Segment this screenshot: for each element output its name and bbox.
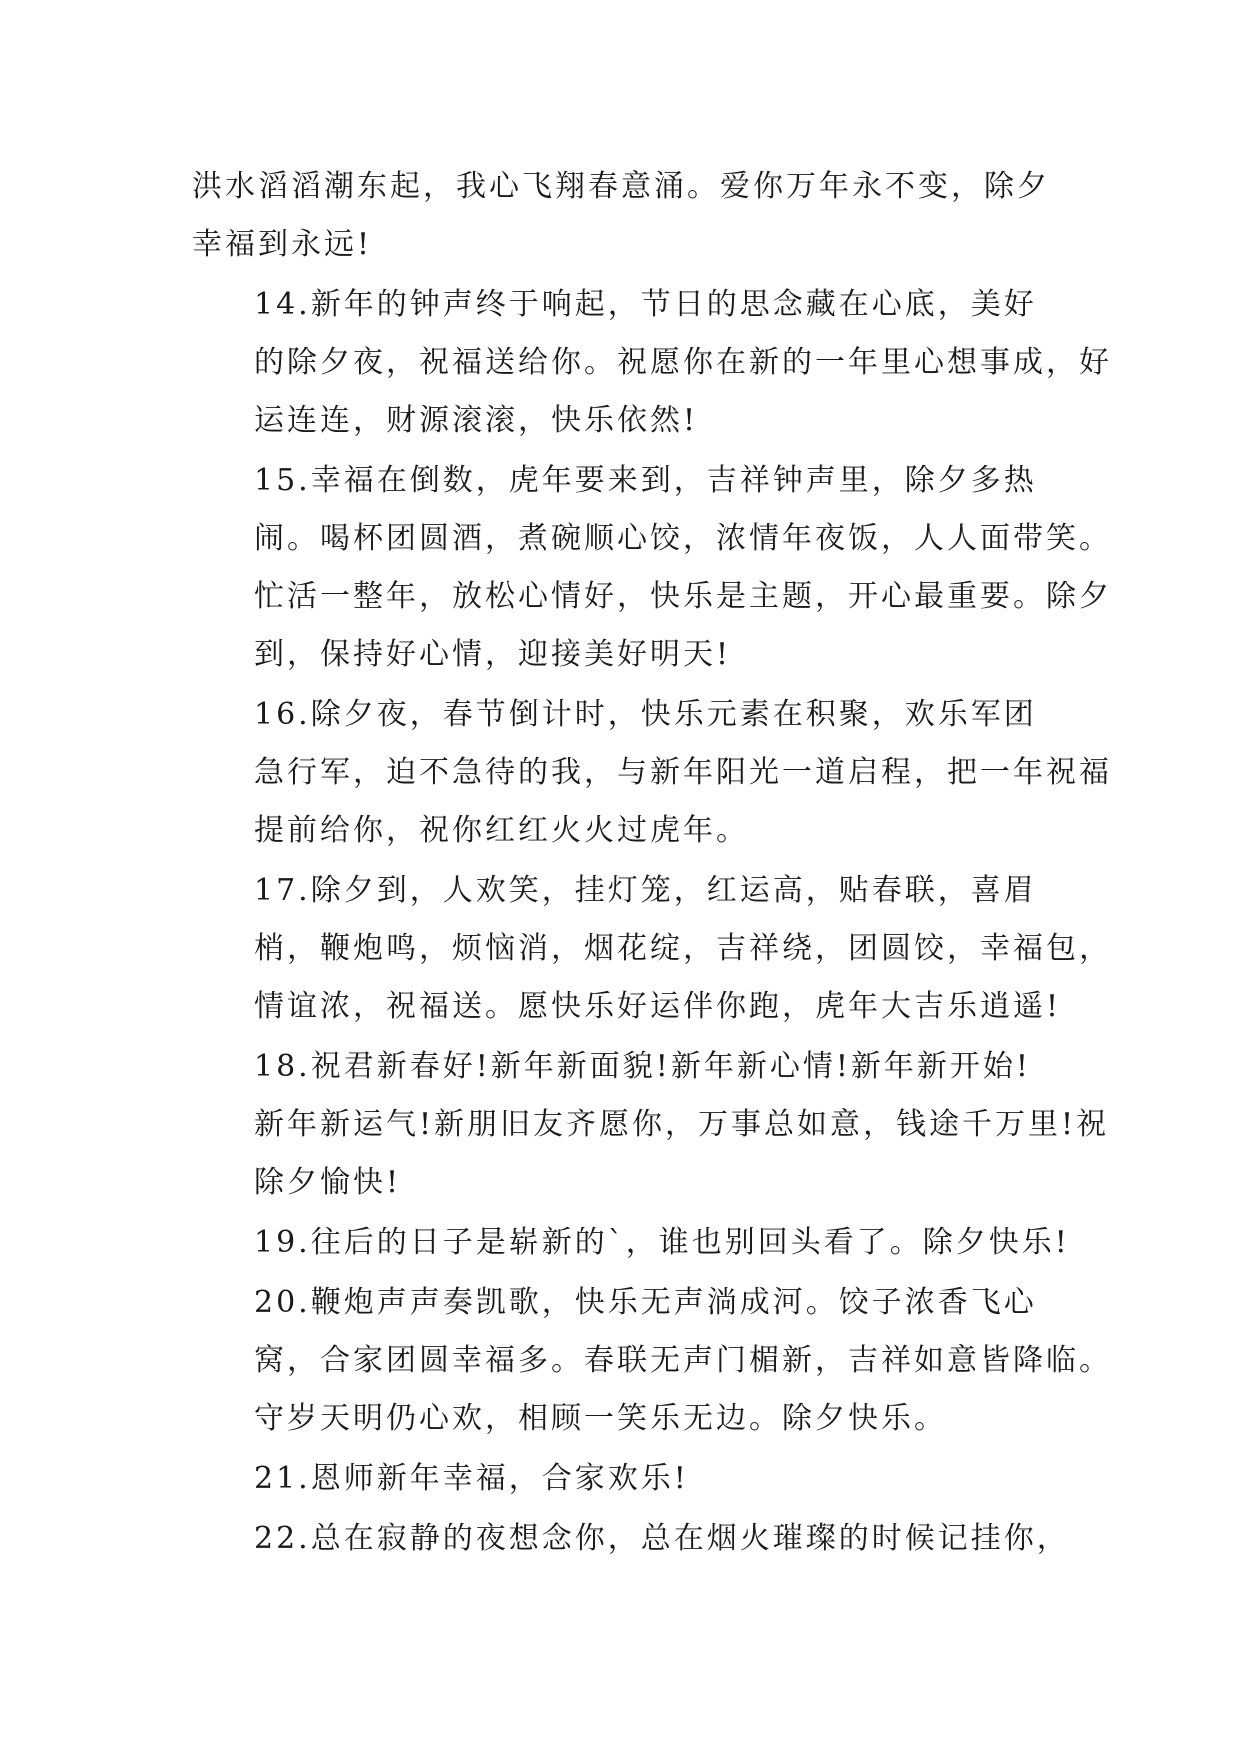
text-line: 闹。喝杯团圆酒，煮碗顺心饺，浓情年夜饭，人人面带笑。 [254, 521, 1112, 556]
text-line: 运连连，财源滚滚，快乐依然! [254, 403, 699, 438]
text-line: 提前给你，祝你红红火火过虎年。 [254, 813, 749, 848]
paragraph [192, 1510, 1070, 1568]
text-line: 15.幸福在倒数，虎年要来到，吉祥钟声里，除夕多热 [254, 463, 1037, 498]
text-line: 梢，鞭炮鸣，烦恼消，烟花绽，吉祥绕，团圆饺，幸福包， [254, 931, 1112, 966]
text-line: 的除夕夜，祝福送给你。祝愿你在新的一年里心想事成，好 [254, 345, 1112, 380]
text-line: 21.恩师新年幸福，合家欢乐! [254, 1461, 689, 1496]
text-line: 急行军，迫不急待的我，与新年阳光一道启程，把一年祝福 [254, 755, 1112, 790]
text-line: 除夕愉快! [254, 1165, 402, 1200]
text-line: 情谊浓，祝福送。愿快乐好运伴你跑，虎年大吉乐逍遥! [254, 989, 1062, 1024]
text-line: 19.往后的日子是崭新的`，谁也别回头看了。除夕快乐! [254, 1225, 1070, 1260]
paragraph [192, 276, 1112, 450]
text-line: 18.祝君新春好!新年新面貌!新年新心情!新年新开始! [254, 1049, 1031, 1084]
text-line: 新年新运气!新朋旧友齐愿你，万事总如意，钱途千万里!祝 [254, 1107, 1110, 1142]
text-line: 22.总在寂静的夜想念你，总在烟火璀璨的时候记挂你， [254, 1521, 1070, 1556]
text-line: 窝，合家团圆幸福多。春联无声门楣新，吉祥如意皆降临。 [254, 1343, 1112, 1378]
text-line: 20.鞭炮声声奏凯歌，快乐无声淌成河。饺子浓香飞心 [254, 1285, 1037, 1320]
text-line: 17.除夕到，人欢笑，挂灯笼，红运高，贴春联，喜眉 [254, 873, 1037, 908]
paragraph [192, 452, 1112, 684]
text-line: 守岁天明仍心欢，相顾一笑乐无边。除夕快乐。 [254, 1401, 947, 1436]
paragraph [192, 1038, 1110, 1212]
document-body [192, 158, 1112, 1570]
paragraph [192, 158, 1054, 274]
paragraph [192, 1214, 1070, 1272]
text-line: 洪水滔滔潮东起，我心飞翔春意涌。爱你万年永不变，除夕 [192, 169, 1050, 204]
text-line: 到，保持好心情，迎接美好明天! [254, 637, 732, 672]
paragraph [192, 1450, 1054, 1508]
paragraph [192, 1274, 1112, 1448]
text-line: 16.除夕夜，春节倒计时，快乐元素在积聚，欢乐军团 [254, 697, 1037, 732]
text-line: 忙活一整年，放松心情好，快乐是主题，开心最重要。除夕 [254, 579, 1112, 614]
text-line: 14.新年的钟声终于响起，节日的思念藏在心底，美好 [254, 287, 1037, 322]
paragraph [192, 862, 1112, 1036]
text-line: 幸福到永远! [192, 227, 373, 262]
paragraph [192, 686, 1112, 860]
